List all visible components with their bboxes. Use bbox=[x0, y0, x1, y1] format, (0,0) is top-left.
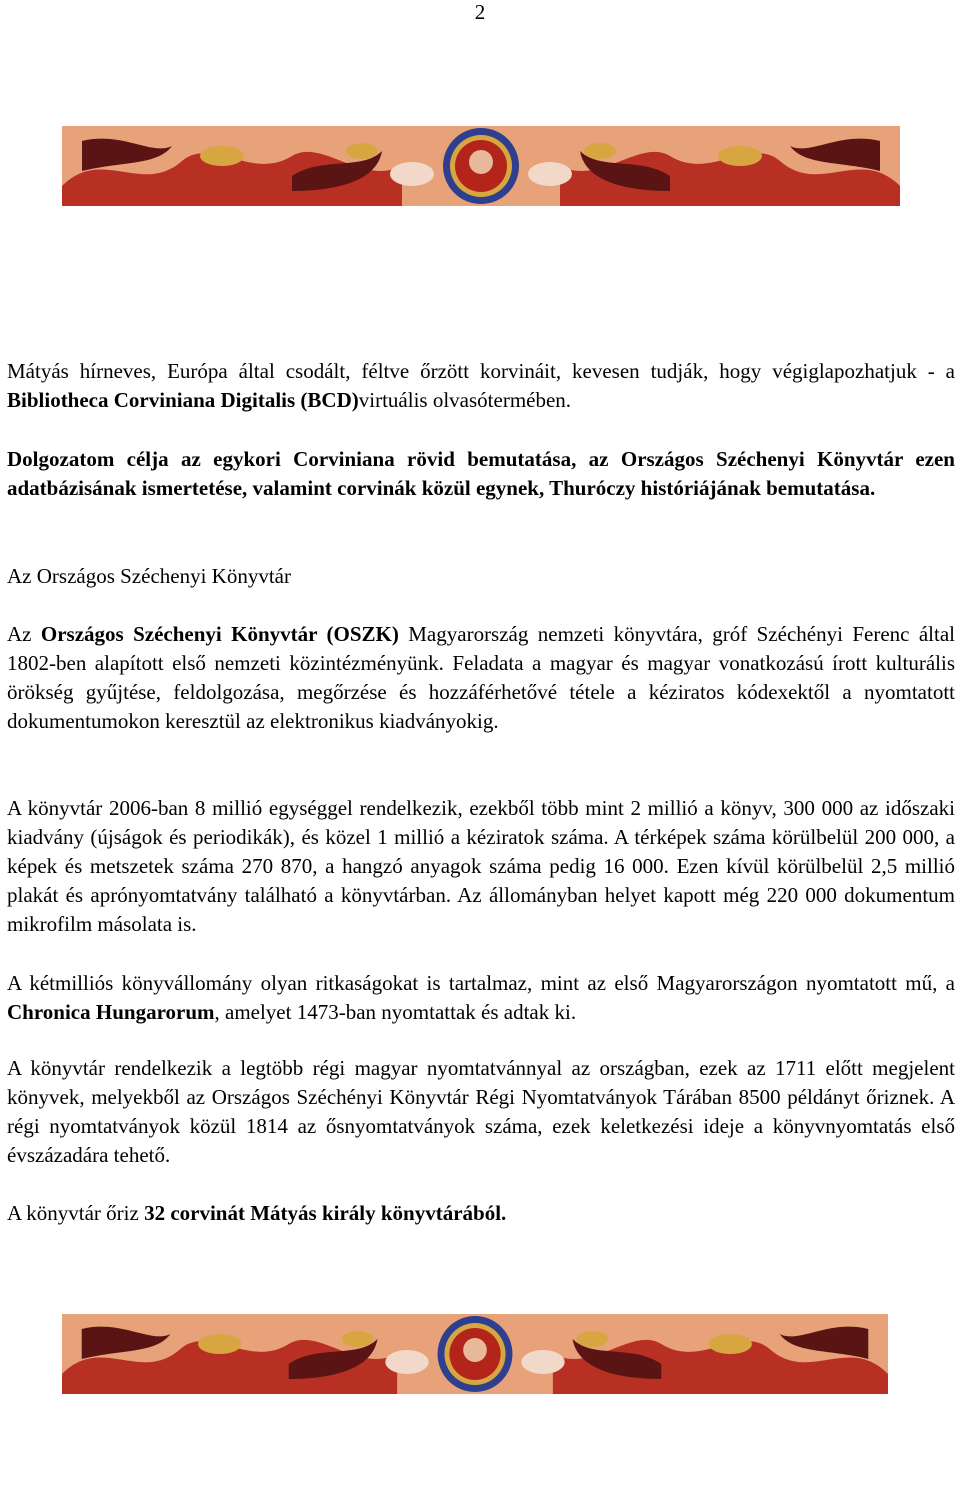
aim-paragraph bbox=[7, 445, 955, 503]
corvina-count: 32 corvinát Mátyás király könyvtárából. bbox=[144, 1201, 507, 1225]
holdings-paragraph bbox=[7, 794, 955, 939]
corvina-text-1: A könyvtár őriz bbox=[7, 1201, 145, 1225]
ornamental-banner-bottom bbox=[62, 1314, 888, 1394]
chronica-title: Chronica Hungarorum bbox=[7, 1000, 215, 1024]
rarities-paragraph bbox=[7, 969, 955, 1027]
rarities-text-1: A kétmilliós könyvállomány olyan ritkaságokat is tartalmaz, mint az első Magyarországon nyomtatott mű, a bbox=[7, 971, 955, 995]
ornamental-banner-top bbox=[62, 126, 900, 206]
old-prints-text: A könyvtár rendelkezik a legtöbb régi magyar nyomtatvánnyal az országban, ezek az 1711 előtt megjelent könyvek, melyekből az Országos Széchényi Könyvtár Régi Nyomtatványok Tárában 8500 példányt őriznek. A régi nyomtatványok közül 1814 az ősnyomtatványok száma, ezek keletkezési ideje a könyvnyomtatás első évszázadára tehető. bbox=[7, 1056, 955, 1167]
intro-paragraph bbox=[7, 357, 955, 415]
oszk-name: Országos Széchenyi Könyvtár (OSZK) bbox=[40, 622, 399, 646]
section-heading: Az Országos Széchenyi Könyvtár bbox=[7, 564, 291, 588]
oszk-paragraph bbox=[7, 620, 955, 736]
bcd-link-text: Bibliotheca Corviniana Digitalis (BCD) bbox=[7, 388, 359, 412]
aim-text: Dolgozatom célja az egykori Corviniana rövid bemutatása, az Országos Széchenyi Könyvtár ezen adatbázisának ismertetése, valamint corvinák közül egynek, Thuróczy históriájának bemutatása. bbox=[7, 447, 955, 500]
corvina-paragraph bbox=[7, 1199, 955, 1228]
holdings-text: A könyvtár 2006-ban 8 millió egységgel rendelkezik, ezekből több mint 2 millió a könyv, 300 000 az időszaki kiadvány (újságok és periodikák), és közel 1 millió a kéziratok száma. A térképek száma körülbelül 200 000, a képek és metszetek száma 270 870, a hangzó anyagok száma pedig 16 000. Ezen kívül körülbelül 2,5 millió plakát és aprónyomtatvány található a könyvtárban. Az állományban helyet kapott még 220 000 dokumentum mikrofilm másolata is. bbox=[7, 796, 955, 936]
page-number: 2 bbox=[474, 0, 486, 24]
old-prints-paragraph bbox=[7, 1054, 955, 1170]
oszk-text-1: Az bbox=[7, 622, 41, 646]
rarities-text-2: , amelyet 1473-ban nyomtattak és adtak ki. bbox=[214, 1000, 577, 1024]
intro-text-1: Mátyás hírneves, Európa által csodált, féltve őrzött korvináit, kevesen tudják, hogy végiglapozhatjuk - a bbox=[7, 359, 955, 383]
oszk-text-2: Magyarország nemzeti könyvtára, gróf Széchényi Ferenc által 1802-ben alapított első nemzeti közintézményünk. Feladata a magyar és magyar vonatkozású írott kulturális örökség gyűjtése, feldolgozása, megőrzése és hozzáférhetővé tétele a kéziratos kódexektől a nyomtatott dokumentumokon keresztül az elektronikus kiadványokig. bbox=[7, 622, 955, 733]
intro-text-2: virtuális olvasótermében. bbox=[358, 388, 572, 412]
